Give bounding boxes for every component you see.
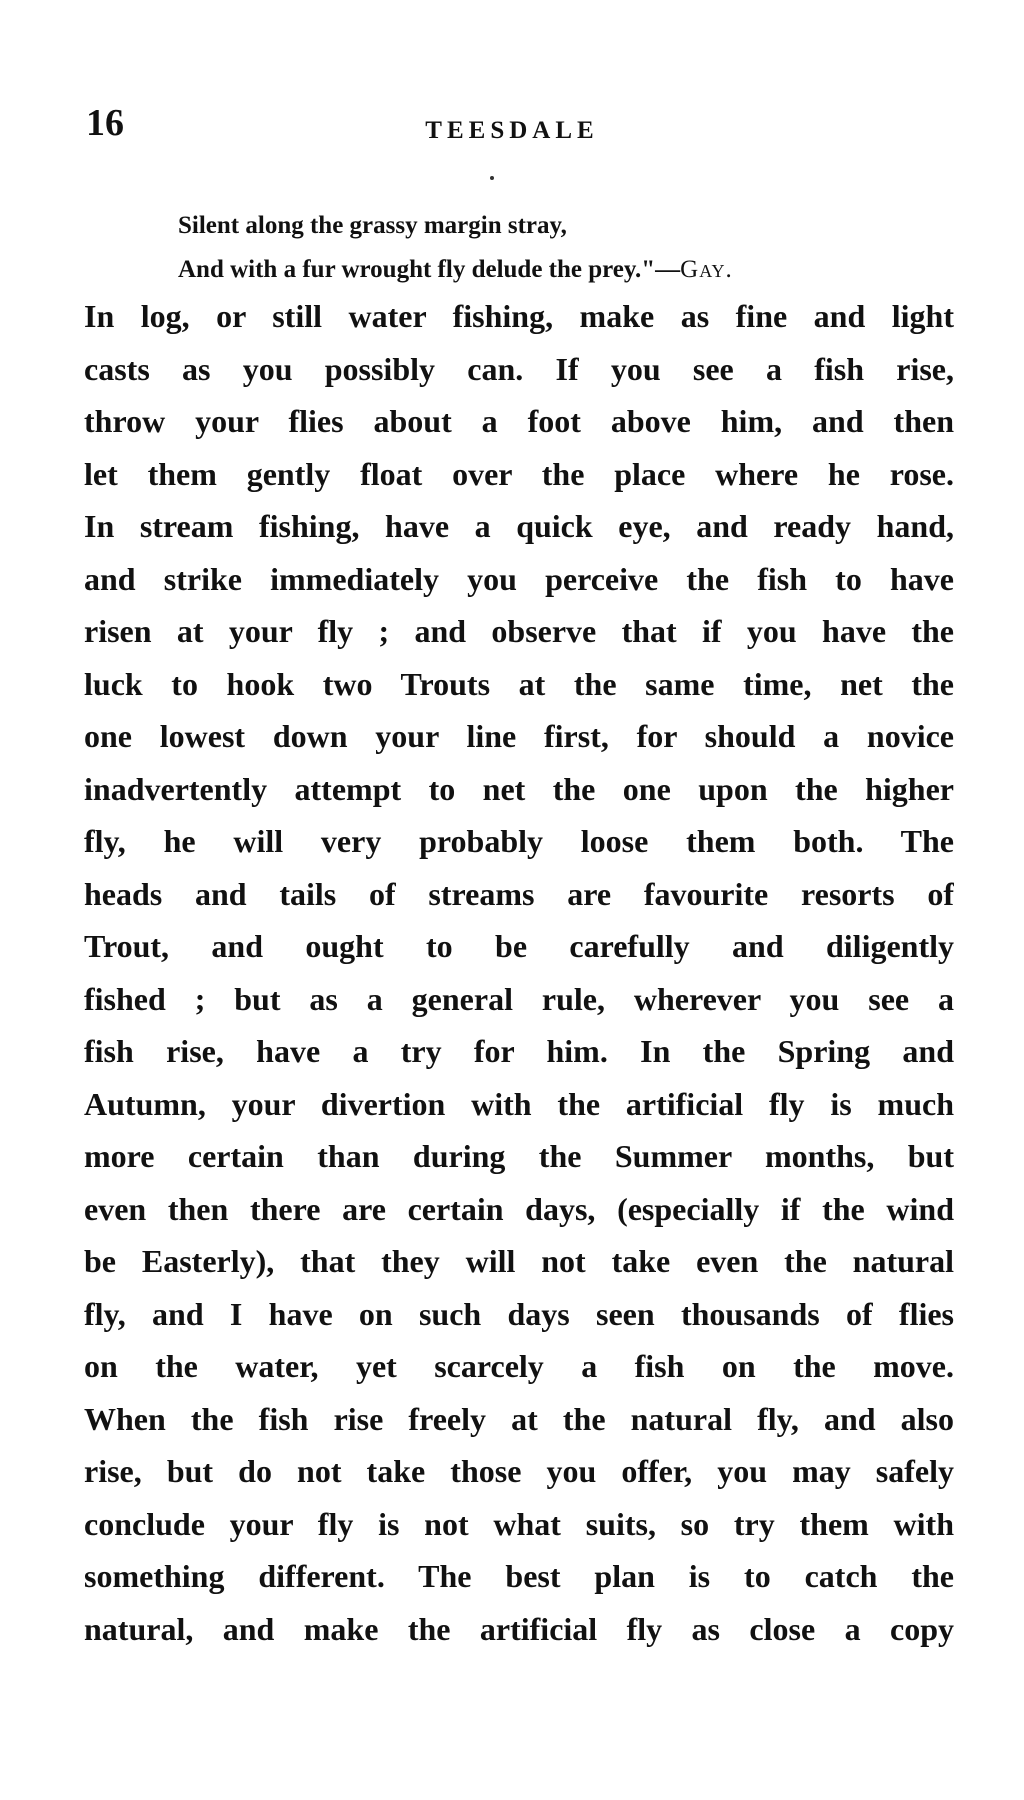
verse-quotation <box>178 204 978 292</box>
text-line: heads and tails of streams are favourite resorts of <box>84 875 954 912</box>
text-line: When the fish rise freely at the natural fly, and also <box>84 1400 954 1437</box>
text-line: be Easterly), that they will not take even the natural <box>84 1243 954 1279</box>
body-paragraph <box>84 290 954 1655</box>
text-line: one lowest down your line first, for should a novice <box>84 718 954 754</box>
verse-line: Silent along the grassy margin stray, <box>178 212 567 239</box>
text-line: casts as you possibly can. If you see a fish rise, <box>84 350 954 387</box>
text-line: even then there are certain days, (especially if the wind <box>84 1190 954 1227</box>
text-line: let them gently float over the place where he rose. <box>84 455 954 492</box>
text-line: natural, and make the artificial fly as close a copy <box>84 1610 954 1647</box>
text-line: inadvertently attempt to net the one upon the higher <box>84 770 954 807</box>
text-line: Trout, and ought to be carefully and diligently <box>84 928 954 964</box>
text-line: conclude your fly is not what suits, so try them with <box>84 1505 954 1542</box>
verse-attribution: Gay. <box>680 256 733 283</box>
text-line: fly, he will very probably loose them both. The <box>84 823 954 859</box>
text-line: Autumn, your divertion with the artificial fly is much <box>84 1085 954 1122</box>
text-line: risen at your fly ; and observe that if you have the <box>84 613 954 649</box>
verse-line <box>178 248 978 292</box>
text-line: something different. The best plan is to catch the <box>84 1558 954 1594</box>
text-line: throw your flies about a foot above him, and then <box>84 403 954 439</box>
text-line: luck to hook two Trouts at the same time, net the <box>84 665 954 702</box>
text-line: fish rise, have a try for him. In the Spring and <box>84 1033 954 1069</box>
text-line: more certain than during the Summer months, but <box>84 1138 954 1174</box>
text-line: and strike immediately you perceive the fish to have <box>84 560 954 597</box>
text-line: In log, or still water fishing, make as fine and light <box>84 298 954 334</box>
text-line: rise, but do not take those you offer, you may safely <box>84 1453 954 1489</box>
text-line: In stream fishing, have a quick eye, and ready hand, <box>84 508 954 544</box>
verse-line-text: And with a fur wrought fly delude the prey."— <box>178 256 681 283</box>
running-title: TEESDALE <box>425 117 599 144</box>
text-line: fly, and I have on such days seen thousands of flies <box>84 1295 954 1332</box>
text-line: on the water, yet scarcely a fish on the move. <box>84 1348 954 1384</box>
page-number: 16 <box>86 102 124 144</box>
text-line: fished ; but as a general rule, wherever you see a <box>84 980 954 1017</box>
header-ornament-dot <box>490 176 494 180</box>
